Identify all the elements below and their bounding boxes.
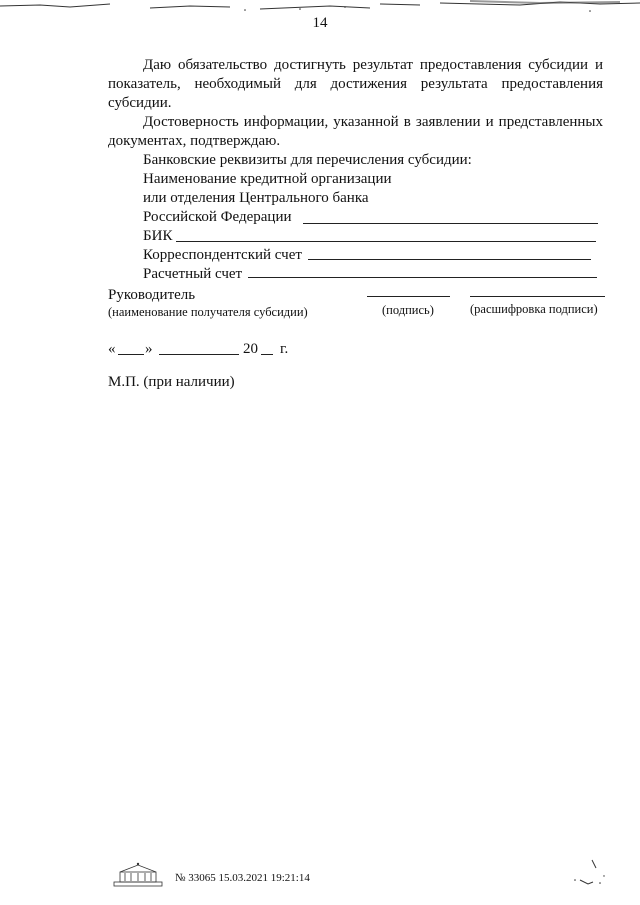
scan-specks — [560, 858, 610, 893]
obligation-text-line2: показатель, необходимый для достижения результата предоставления — [108, 76, 603, 92]
reliability-text-line1: Достоверность информации, указанной в заявлении и представленных — [143, 114, 603, 130]
bank-org-label-line3: Российской Федерации — [143, 209, 292, 225]
registration-stamp: № 33065 15.03.2021 19:21:14 — [175, 872, 310, 884]
seal-label: М.П. (при наличии) — [108, 374, 235, 390]
date-open-quote: « — [108, 341, 116, 357]
date-century: 20 — [243, 341, 258, 357]
bank-org-label-line2: или отделения Центрального банка — [143, 190, 369, 206]
scan-noise-top — [0, 0, 640, 14]
government-building-logo — [112, 862, 164, 888]
corr-account-fill-line[interactable] — [308, 259, 591, 260]
bank-org-fill-line[interactable] — [303, 223, 598, 224]
settlement-account-fill-line[interactable] — [248, 277, 597, 278]
recipient-caption: (наименование получателя субсидии) — [108, 305, 308, 319]
date-year-suffix: г. — [280, 341, 289, 357]
bik-fill-line[interactable] — [176, 241, 596, 242]
settlement-account-label: Расчетный счет — [143, 266, 243, 282]
page-number: 14 — [312, 15, 328, 31]
signature-fill-line[interactable] — [367, 296, 450, 297]
head-label: Руководитель — [108, 287, 196, 303]
reliability-text-line2: документах, подтверждаю. — [108, 133, 281, 149]
bank-org-label-line1: Наименование кредитной организации — [143, 171, 392, 187]
date-year-fill-line[interactable] — [261, 354, 273, 355]
date-month-fill-line[interactable] — [159, 354, 239, 355]
date-day-fill-line[interactable] — [118, 354, 144, 355]
bik-label: БИК — [143, 228, 173, 244]
bank-heading: Банковские реквизиты для перечисления субсидии: — [143, 152, 472, 168]
obligation-text-line1: Даю обязательство достигнуть результат предоставления субсидии и — [143, 57, 603, 73]
obligation-text-line3: субсидии. — [108, 95, 172, 111]
corr-account-label: Корреспондентский счет — [143, 247, 302, 263]
date-close-quote: » — [145, 341, 153, 357]
decode-caption: (расшифровка подписи) — [470, 302, 598, 316]
sign-caption: (подпись) — [382, 303, 434, 317]
signature-decode-fill-line[interactable] — [470, 296, 605, 297]
